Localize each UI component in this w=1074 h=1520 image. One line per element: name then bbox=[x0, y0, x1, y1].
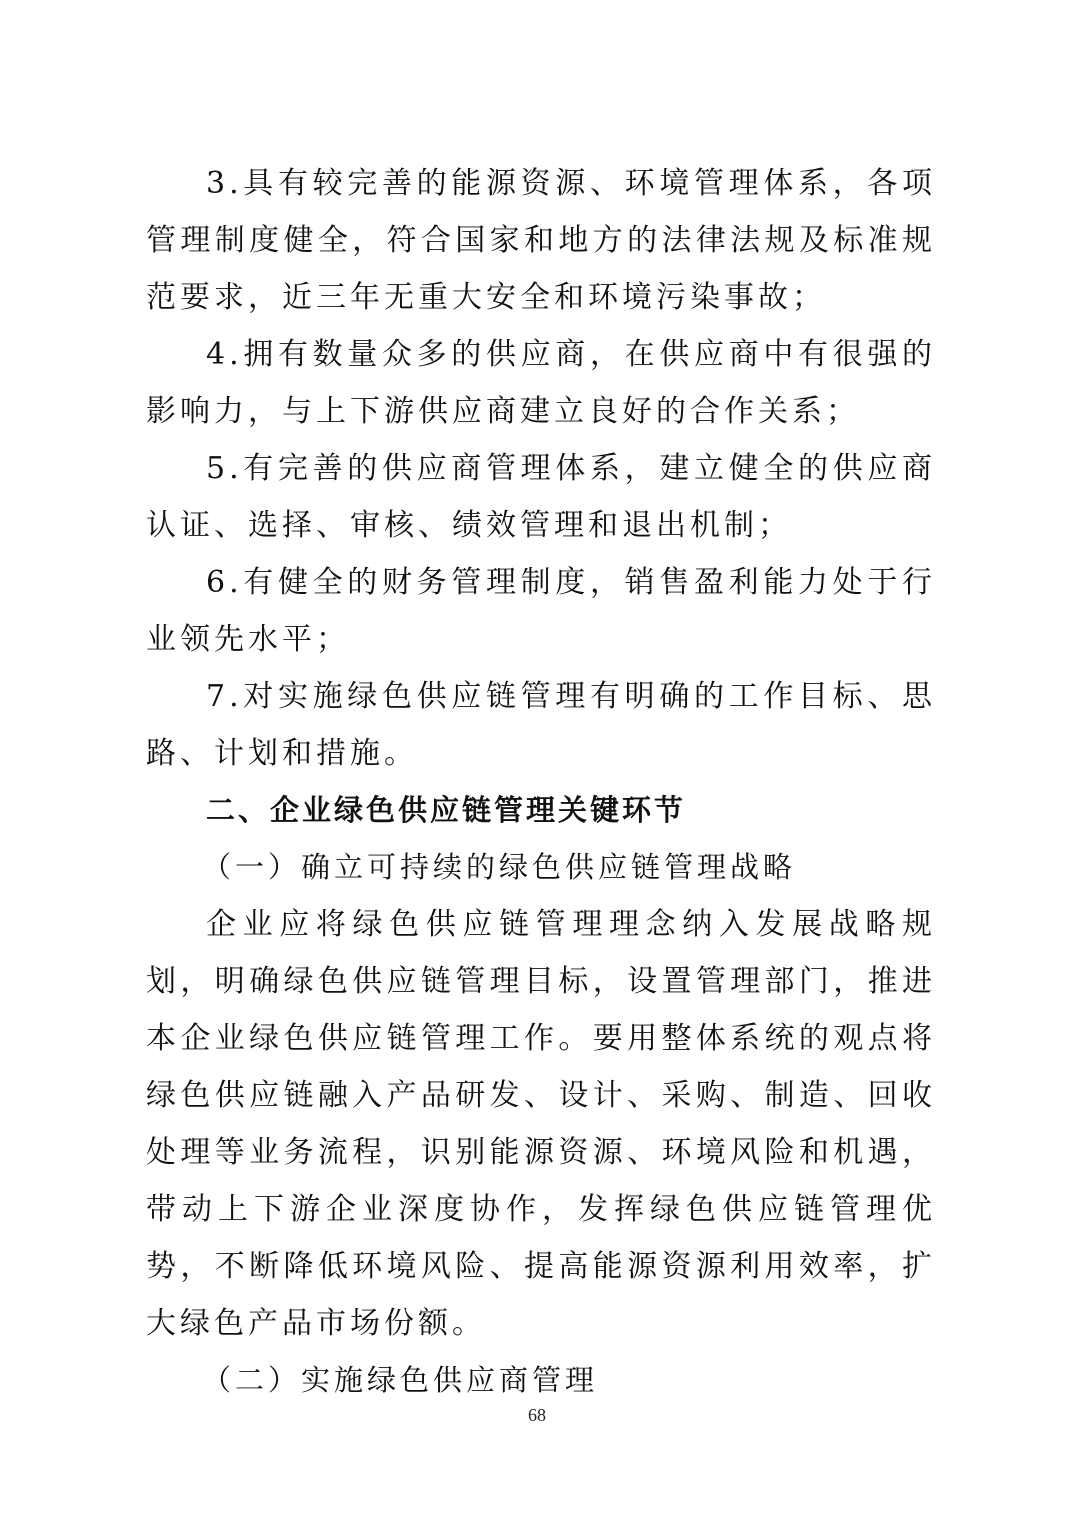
paragraph-strategy: 企业应将绿色供应链管理理念纳入发展战略规划，明确绿色供应链管理目标，设置管理部门，推进本企业绿色供应链管理工作。要用整体系统的观点将绿色供应链融入产品研发、设计、采购、制造、回收处理等业务流程，识别能源资源、环境风险和机遇，带动上下游企业深度协作，发挥绿色供应链管理优势，不断降低环境风险、提高能源资源利用效率，扩大绿色产品市场份额。 bbox=[146, 907, 936, 1341]
page-number: 68 bbox=[528, 1405, 546, 1425]
section-heading-2: 二、企业绿色供应链管理关键环节 bbox=[206, 793, 687, 827]
paragraph-requirement-4: 4.拥有数量众多的供应商，在供应商中有很强的影响力，与上下游供应商建立良好的合作关系； bbox=[146, 337, 936, 429]
paragraph-requirement-6: 6.有健全的财务管理制度，销售盈利能力处于行业领先水平； bbox=[146, 565, 936, 657]
subsection-heading-2: （二）实施绿色供应商管理 bbox=[202, 1363, 599, 1397]
paragraph-requirement-7: 7.对实施绿色供应链管理有明确的工作目标、思路、计划和措施。 bbox=[146, 679, 936, 771]
paragraph-requirement-5: 5.有完善的供应商管理体系，建立健全的供应商认证、选择、审核、绩效管理和退出机制； bbox=[146, 451, 936, 543]
subsection-heading-1: （一）确立可持续的绿色供应链管理战略 bbox=[202, 850, 797, 884]
document-body bbox=[146, 155, 936, 1409]
paragraph-requirement-3: 3.具有较完善的能源资源、环境管理体系，各项管理制度健全，符合国家和地方的法律法规及标准规范要求，近三年无重大安全和环境污染事故； bbox=[146, 166, 936, 315]
